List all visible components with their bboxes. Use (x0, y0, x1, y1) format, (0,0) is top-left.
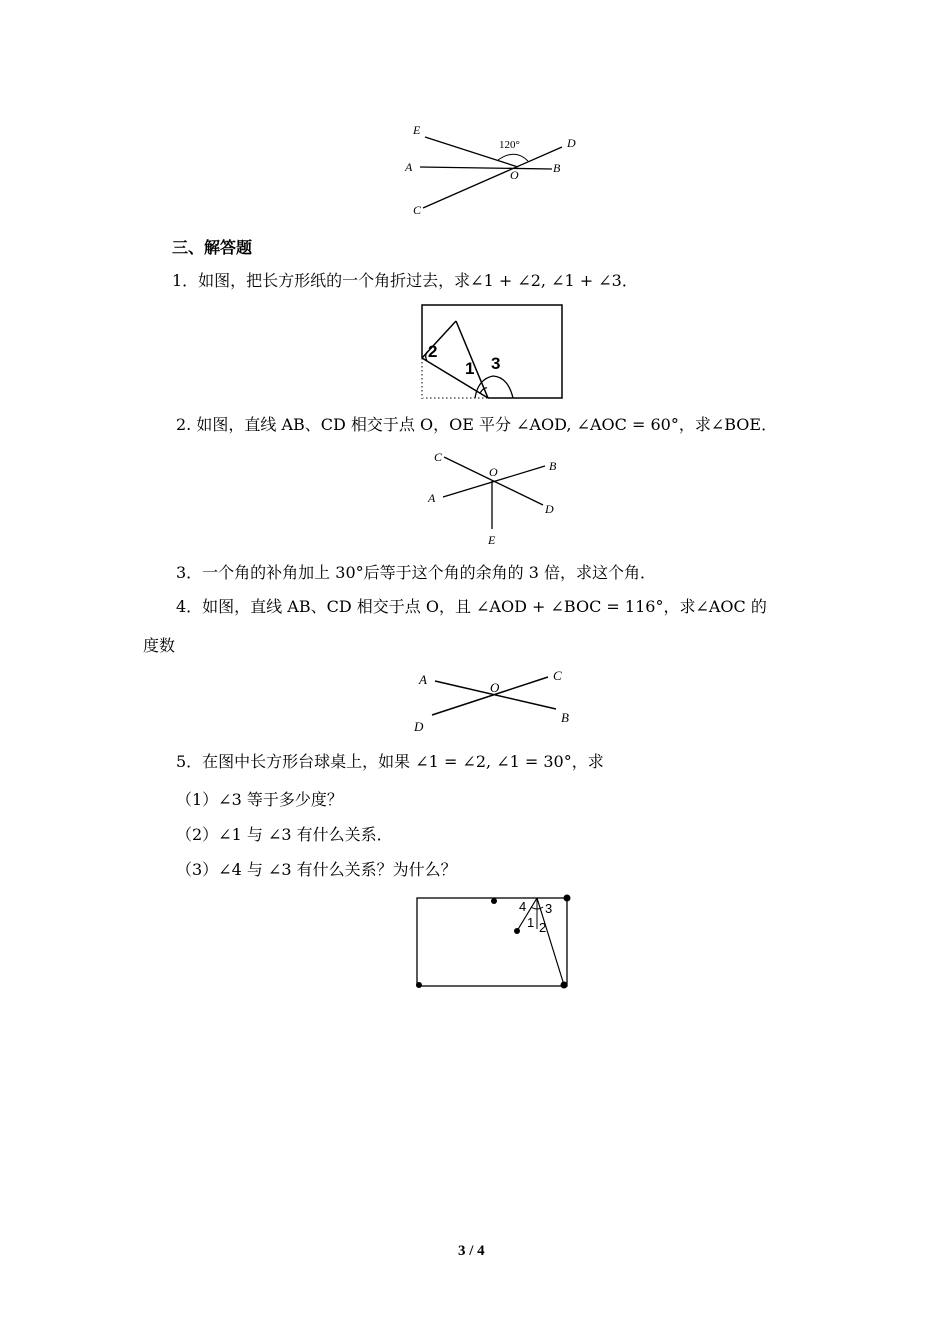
question-5-sub3: （3）∠4 与 ∠3 有什么关系？为什么？ (176, 860, 457, 879)
label-d: D (414, 719, 424, 734)
label-a: A (428, 491, 436, 505)
figure-top-intersecting-lines (400, 120, 590, 220)
question-4-line2: 度数 (143, 636, 176, 655)
label-angle-3: 3 (491, 354, 501, 373)
label-d: D (567, 136, 576, 150)
question-5: 5．在图中长方形台球桌上，如果 ∠1 = ∠2, ∠1 = 30°，求 (176, 752, 604, 771)
label-e: E (413, 123, 421, 137)
question-5-sub2: （2）∠1 与 ∠3 有什么关系． (176, 825, 393, 844)
label-o: O (510, 168, 519, 182)
label-angle-2: 2 (539, 920, 547, 935)
page-number: 3 / 4 (458, 1243, 485, 1259)
label-e: E (488, 533, 496, 547)
angle-arc-120 (498, 154, 528, 161)
label-angle-120: 120° (499, 139, 520, 151)
label-b: B (561, 710, 569, 725)
label-a: A (405, 160, 413, 174)
label-angle-3: 3 (545, 901, 553, 916)
label-b: B (553, 161, 561, 175)
fold-line (422, 358, 488, 398)
section-title: 三、解答题 (172, 238, 253, 257)
line-ab (420, 167, 552, 169)
pocket-top-middle (491, 898, 497, 904)
label-angle-1: 1 (527, 915, 535, 930)
label-a: A (419, 672, 427, 687)
question-1: 1．如图，把长方形纸的一个角折过去，求∠1 + ∠2, ∠1 + ∠3． (172, 271, 638, 290)
label-angle-4: 4 (519, 899, 527, 914)
figure-q2-intersecting-lines (425, 445, 575, 550)
figure-q5-billiard-table (410, 893, 575, 993)
question-4-line1: 4．如图，直线 AB、CD 相交于点 O，且 ∠AOD + ∠BOC = 116°，求∠AOC 的 (176, 597, 767, 616)
label-o: O (489, 465, 498, 479)
question-5-sub1: （1）∠3 等于多少度？ (176, 790, 343, 809)
rect-outline (422, 305, 562, 398)
label-d: D (545, 502, 554, 516)
label-angle-2: 2 (428, 342, 438, 361)
figure-q1-folded-rectangle (418, 303, 568, 403)
label-o: O (490, 680, 500, 695)
label-b: B (549, 459, 557, 473)
line-cd (423, 147, 562, 208)
figure-q4-intersecting-lines (410, 664, 575, 736)
pocket-bottom-left (416, 982, 422, 988)
question-3: 3．一个角的补角加上 30°后等于这个角的余角的 3 倍，求这个角． (176, 563, 656, 582)
pocket-top-right (564, 895, 571, 902)
question-2: 2. 如图，直线 AB、CD 相交于点 O，OE 平分 ∠AOD, ∠AOC = 60°，求∠BOE． (176, 415, 778, 434)
label-c: C (434, 450, 443, 464)
label-c: C (553, 668, 562, 683)
label-angle-1: 1 (465, 359, 475, 378)
label-c: C (413, 203, 422, 217)
